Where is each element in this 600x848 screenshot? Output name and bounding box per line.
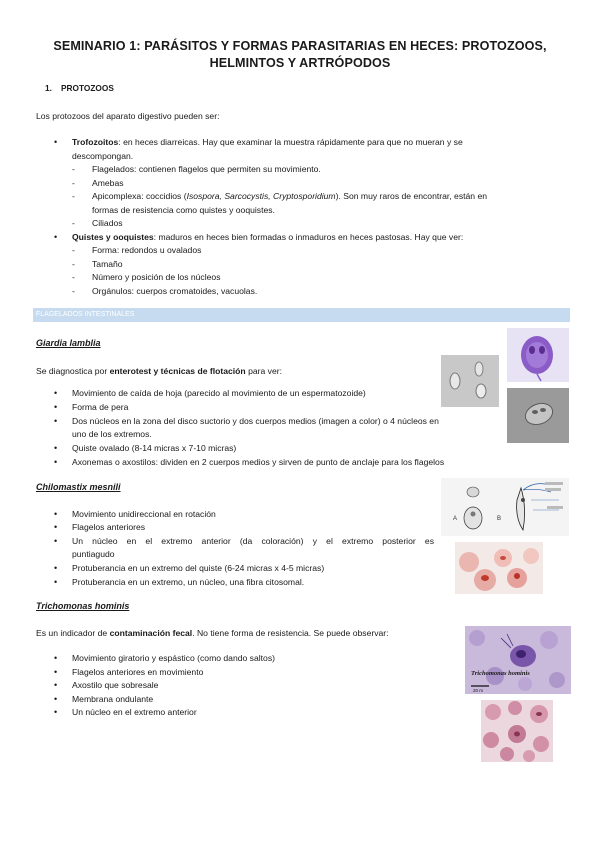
sub-item-flagelados: - Flagelados: contienen flagelos que permiten su movimiento. xyxy=(92,163,321,177)
intro-text: Los protozoos del aparato digestivo pueden ser: xyxy=(36,111,220,121)
giardia-bullet-5: • Axonemas o axostilos: dividen en 2 cuerpos medios y sirven de punto de anclaje para los flagelos xyxy=(72,456,444,470)
sub-item-organulos: - Orgánulos: cuerpos cromatoides, vacuolas. xyxy=(92,285,257,299)
term-trofozoitos: Trofozoitos xyxy=(72,137,119,147)
giardia-intro xyxy=(36,365,282,379)
subheading-giardia: Giardia lamblia xyxy=(36,338,101,348)
trichomonas-intro-post: . No tiene forma de resistencia. Se puede observar: xyxy=(192,628,389,638)
trichomonas-bullet-4: • Membrana ondulante xyxy=(72,693,153,707)
giardia-intro-post: para ver: xyxy=(245,366,282,376)
apicomplexa-prefix: Apicomplexa: coccidios ( xyxy=(92,191,187,201)
giardia-intro-bold: enterotest y técnicas de flotación xyxy=(109,366,246,376)
trofozoitos-text: : en heces diarreicas. Hay que examinar la muestra rápidamente para que no mueran y se xyxy=(118,137,463,147)
subheading-trichomonas: Trichomonas hominis xyxy=(36,601,130,611)
chilomastix-stained-micrograph xyxy=(455,542,543,594)
chilomastix-bullet-2: • Flagelos anteriores xyxy=(72,521,145,535)
title-line-1: SEMINARIO 1: PARÁSITOS Y FORMAS PARASITARIAS EN HECES: PROTOZOOS, xyxy=(53,39,547,53)
subheading-chilomastix: Chilomastix mesnili xyxy=(36,482,121,492)
photo-caption: Trichomonas hominis xyxy=(471,670,530,677)
giardia-trophozoite-micrograph xyxy=(507,388,569,443)
giardia-bullet-2: • Forma de pera xyxy=(72,401,128,415)
trichomonas-micrograph-1 xyxy=(465,626,571,694)
giardia-bullet-3: • Dos núcleos en la zona del disco suctorio y dos cuerpos medios (imagen a color) o 4 núcleos en xyxy=(72,415,439,429)
trichomonas-bullet-5: • Un núcleo en el extremo anterior xyxy=(72,706,197,720)
diagram-label-a: A xyxy=(453,516,458,522)
section-heading-protozoos xyxy=(45,83,114,93)
page-title xyxy=(30,38,570,72)
title-line-2: HELMINTOS Y ARTRÓPODOS xyxy=(209,56,391,70)
chilomastix-bullet-1: • Movimiento unidireccional en rotación xyxy=(72,508,216,522)
diagram-label-b: B xyxy=(497,516,502,522)
sub-item-amebas: - Amebas xyxy=(92,177,124,191)
trichomonas-micrograph-2 xyxy=(481,700,553,762)
trichomonas-bullet-3: • Axostilo que sobresale xyxy=(72,679,158,693)
giardia-bullet-1: • Movimiento de caída de hoja (parecido al movimiento de un espermatozoide) xyxy=(72,387,366,401)
sub-item-tamano: - Tamaño xyxy=(92,258,123,272)
giardia-bullet-4: • Quiste ovalado (8-14 micras x 7-10 micras) xyxy=(72,442,236,456)
giardia-cyst-micrograph xyxy=(441,355,499,407)
chilomastix-diagram xyxy=(441,478,569,536)
giardia-intro-pre: Se diagnostica por xyxy=(36,366,110,376)
sub-item-apicomplexa xyxy=(92,190,568,204)
trofozoitos-text-cont: descompongan. xyxy=(72,151,134,161)
chilomastix-bullet-5: • Protuberancia en un extremo, un núcleo, una fibra citosomal. xyxy=(72,576,304,590)
trichomonas-intro-bold: contaminación fecal xyxy=(109,628,193,638)
bullet-quistes xyxy=(72,231,568,245)
giardia-bullet-3-cont: uno de los extremos. xyxy=(72,429,152,439)
trichomonas-bullet-1: • Movimiento giratorio y espástico (como dando saltos) xyxy=(72,652,275,666)
bullet-trofozoitos xyxy=(72,136,568,150)
giardia-stained-micrograph xyxy=(507,328,569,382)
section-band-flagelados: FLAGELADOS INTESTINALES xyxy=(33,308,570,322)
apicomplexa-cont: formas de resistencia como quistes y ooquistes. xyxy=(92,205,275,215)
sub-item-ciliados: - Ciliados xyxy=(92,217,123,231)
apicomplexa-suffix: ). Son muy raros de encontrar, están en xyxy=(335,191,488,201)
trichomonas-bullet-2: • Flagelos anteriores en movimiento xyxy=(72,666,203,680)
section-label: PROTOZOOS xyxy=(61,83,114,93)
apicomplexa-genera: Isospora, Sarcocystis, Cryptosporidium xyxy=(186,191,336,201)
term-quistes: Quistes y ooquistes xyxy=(72,232,154,242)
chilomastix-bullet-3-cont: puntiagudo xyxy=(72,549,115,559)
quistes-text: : maduros en heces bien formadas o inmaduros en heces pastosas. Hay que ver: xyxy=(153,232,464,242)
trichomonas-intro xyxy=(36,627,389,641)
chilomastix-bullet-4: • Protuberancia en un extremo del quiste (6-24 micras x 4-5 micras) xyxy=(72,562,324,576)
trichomonas-intro-pre: Es un indicador de xyxy=(36,628,110,638)
chilomastix-bullet-3: • Un núcleo en el extremo anterior (da coloración) y el extremo posterior es xyxy=(72,535,434,549)
section-number: 1. xyxy=(45,83,52,93)
sub-item-forma: - Forma: redondos u ovalados xyxy=(92,244,201,258)
sub-item-nucleos: - Número y posición de los núcleos xyxy=(92,271,221,285)
scale-bar-label: 20 m xyxy=(473,688,484,693)
